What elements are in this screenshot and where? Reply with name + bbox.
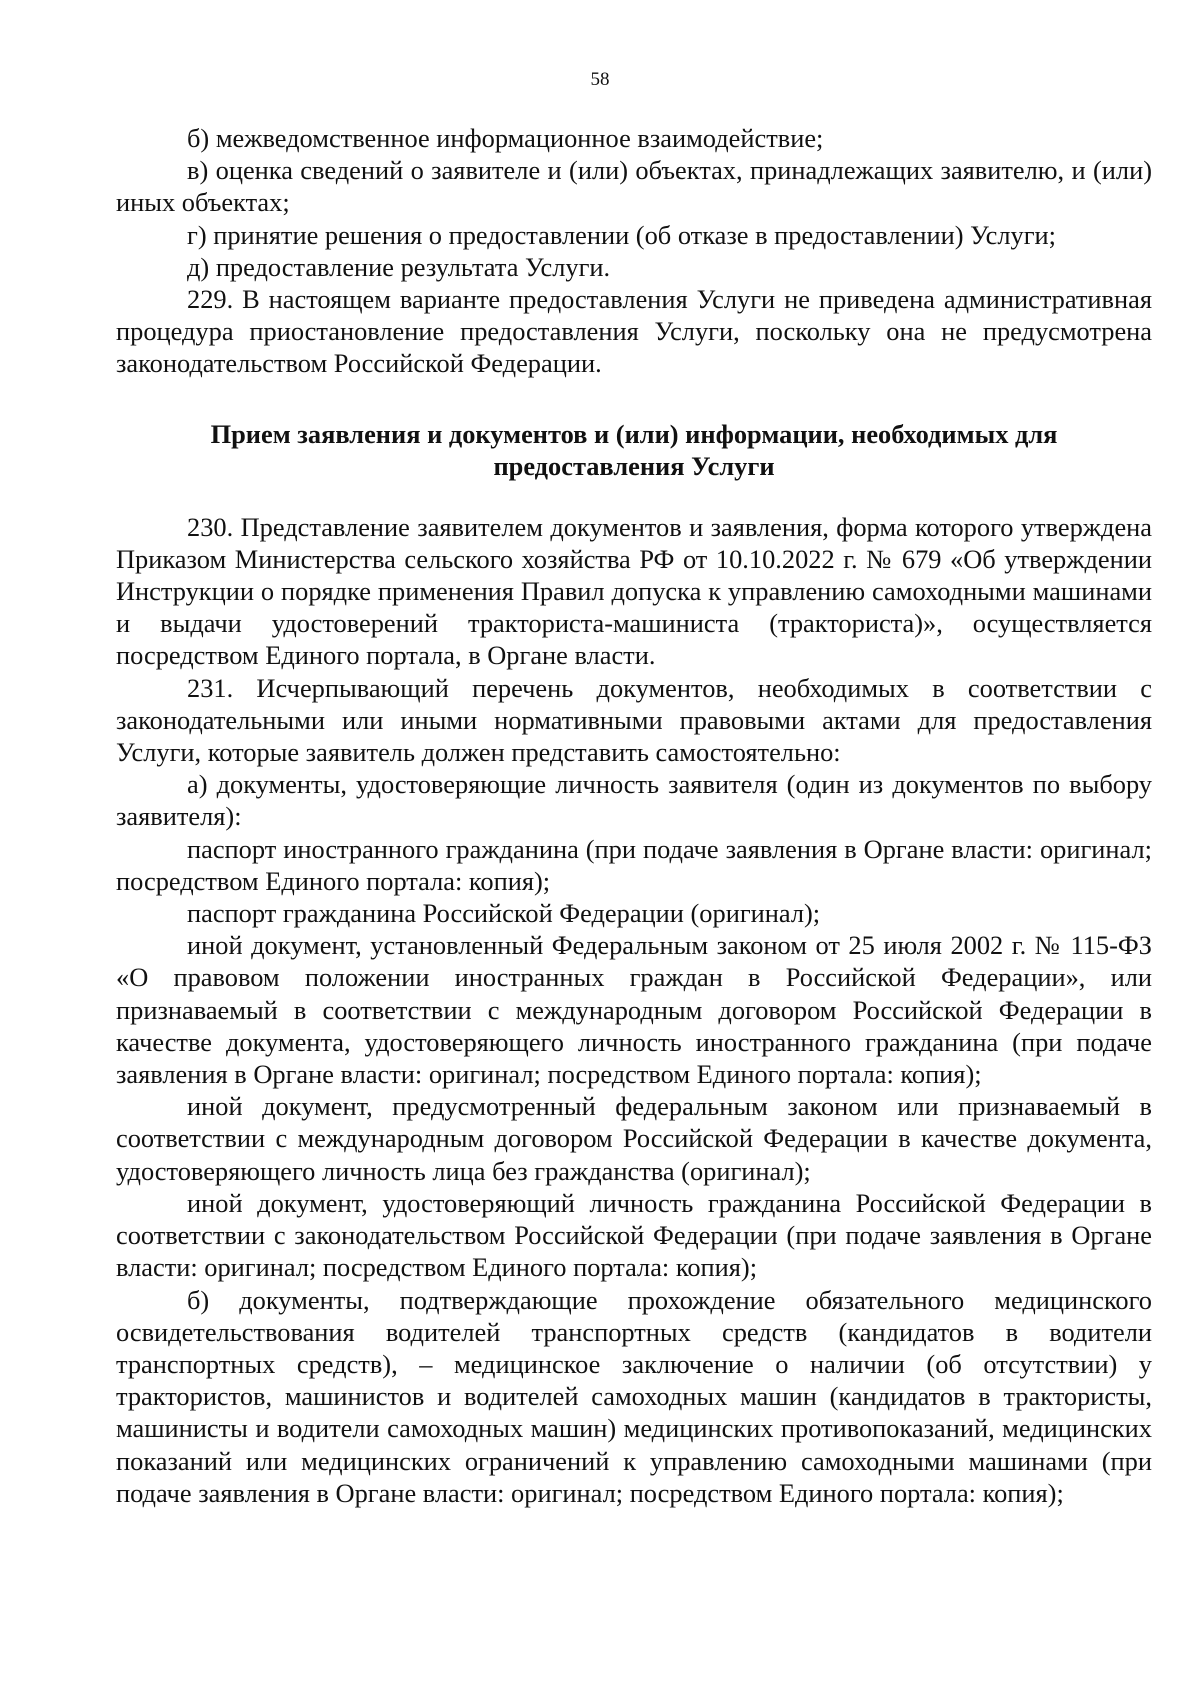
document-body xyxy=(116,122,1152,1509)
paragraph-231: 231. Исчерпывающий перечень документов, необходимых в соответствии с законодательными или иными нормативными правовыми актами для предоставления Услуги, которые заявитель должен представить самостоятельно: xyxy=(116,672,1152,768)
paragraph-item-g-decision: г) принятие решения о предоставлении (об отказе в предоставлении) Услуги; xyxy=(187,219,1056,250)
paragraph-item-b-medical: б) документы, подтверждающие прохождение обязательного медицинского освидетельствования водителей транспортных средств (кандидатов в водители транспортных средств), – медицинское заключение о наличии (об отсутствии) у трактористов, машинистов и водителей самоходных машин (кандидатов в трактористы, машинисты и водители самоходных машин) медицинских противопоказаний, медицинских показаний или медицинских ограничений к управлению самоходными машинами (при подаче заявления в Органе власти: оригинал; посредством Единого портала: копия); xyxy=(116,1284,1152,1508)
paragraph-other-doc-foreigner: иной документ, установленный Федеральным законом от 25 июля 2002 г. № 115-ФЗ «О правовом положении иностранных граждан в Российской Федерации», или признаваемый в соответствии с международным договором Российской Федерации в качестве документа, удостоверяющего личность иностранного гражданина (при подаче заявления в Органе власти: оригинал; посредством Единого портала: копия); xyxy=(116,930,1152,1090)
section-heading xyxy=(116,418,1152,483)
paragraph-other-doc-citizen: иной документ, удостоверяющий личность гражданина Российской Федерации в соответствии с законодательством Российской Федерации (при подаче заявления в Органе власти: оригинал; посредством Единого портала: копия); xyxy=(116,1187,1152,1283)
paragraph-other-doc-stateless: иной документ, предусмотренный федеральным законом или признаваемый в соответствии с международным договором Российской Федерации в качестве документа, удостоверяющего личность лица без гражданства (оригинал); xyxy=(116,1091,1152,1186)
paragraph-item-d-result: д) предоставление результата Услуги. xyxy=(187,251,611,282)
paragraph-item-b-interagency: б) межведомственное информационное взаимодействие; xyxy=(187,123,824,153)
section-heading-line-2: предоставления Услуги xyxy=(493,451,775,482)
paragraph-foreign-passport: паспорт иностранного гражданина (при подаче заявления в Органе власти: оригинал; посредством Единого портала: копия); xyxy=(116,833,1152,896)
page-number: 58 xyxy=(590,69,610,90)
paragraph-item-v-assessment: в) оценка сведений о заявителе и (или) объектах, принадлежащих заявителю, и (или) иных объектах; xyxy=(116,155,1152,218)
paragraph-229: 229. В настоящем варианте предоставления Услуги не приведена административная процедура приостановление предоставления Услуги, поскольку она не предусмотрена законодательством Российской Федерации. xyxy=(116,284,1152,379)
paragraph-230: 230. Представление заявителем документов и заявления, форма которого утверждена Приказом Министерства сельского хозяйства РФ от 10.10.2022 г. № 679 «Об утверждении Инструкции о порядке применения Правил допуска к управлению самоходными машинами и выдачи удостоверений тракториста-машиниста (тракториста)», осуществляется посредством Единого портала, в Органе власти. xyxy=(116,511,1152,671)
paragraph-item-a-identity-docs: а) документы, удостоверяющие личность заявителя (один из документов по выбору заявителя): xyxy=(116,769,1152,832)
paragraph-russian-passport: паспорт гражданина Российской Федерации (оригинал); xyxy=(187,898,821,929)
section-heading-line-1: Прием заявления и документов и (или) информации, необходимых для xyxy=(210,418,1058,449)
